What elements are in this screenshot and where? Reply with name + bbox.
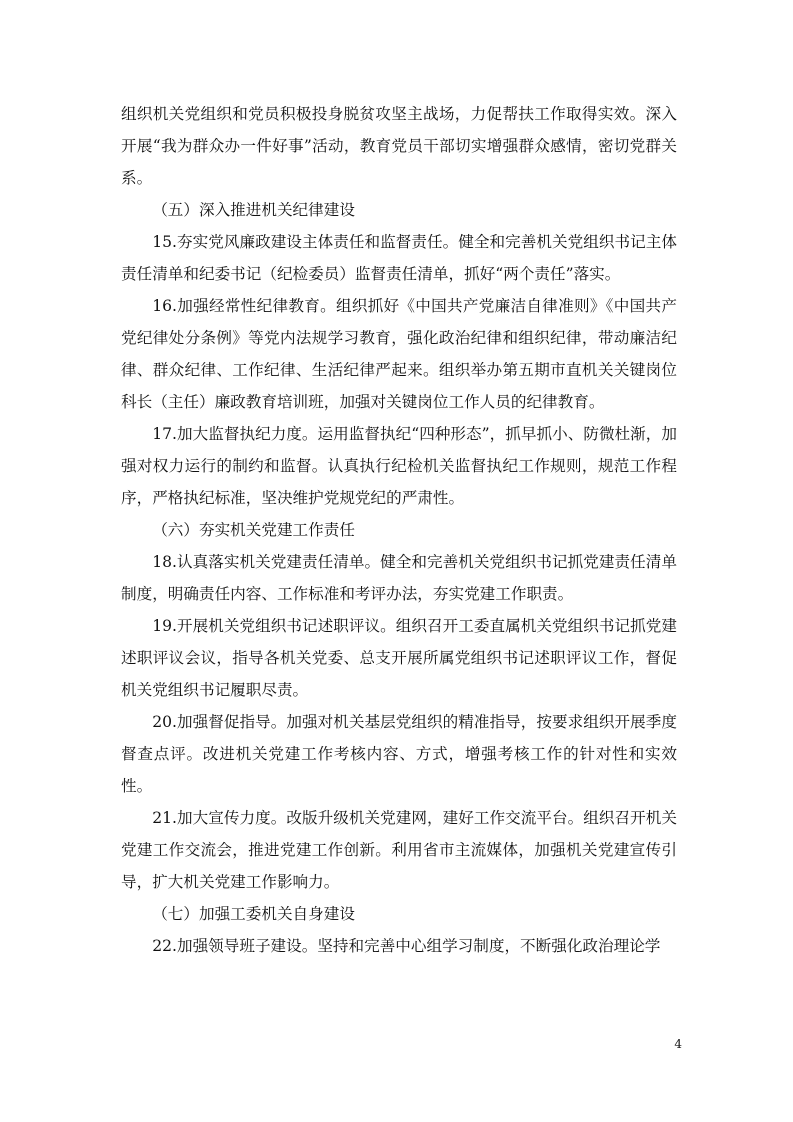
paragraph-item-15: 15.夯实党风廉政建设主体责任和监督责任。健全和完善机关党组织书记主体责任清单和纪委书记（纪检委员）监督责任清单，抓好“两个责任”落实。 — [121, 233, 677, 283]
section-heading-5: （五）深入推进机关纪律建设 — [152, 201, 355, 219]
paragraph-item-17: 17.加大监督执纪力度。运用监督执纪“四种形态”，抓早抓小、防微杜渐，加强对权力运行的制约和监督。认真执行纪检机关监督执纪工作规则，规范工作程序，严格执纪标准，坚决维护党规党纪的严肃性。 — [121, 425, 677, 507]
paragraph-continuation: 组织机关党组织和党员积极投身脱贫攻坚主战场，力促帮扶工作取得实效。深入开展“我为群众办一件好事”活动，教育党员干部切实增强群众感情，密切党群关系。 — [121, 105, 677, 187]
paragraph-item-22: 22.加强领导班子建设。坚持和完善中心组学习制度，不断强化政治理论学 — [152, 937, 661, 955]
section-heading-6: （六）夯实机关党建工作责任 — [152, 521, 355, 539]
paragraph-item-16: 16.加强经常性纪律教育。组织抓好《中国共产党廉洁自律准则》《中国共产党纪律处分条例》等党内法规学习教育，强化政治纪律和组织纪律，带动廉洁纪律、群众纪律、工作纪律、生活纪律严起来。组织举办第五期市直机关关键岗位科长（主任）廉政教育培训班，加强对关键岗位工作人员的纪律教育。 — [121, 297, 677, 411]
paragraph-item-18: 18.认真落实机关党建责任清单。健全和完善机关党组织书记抓党建责任清单制度，明确责任内容、工作标准和考评办法，夯实党建工作职责。 — [121, 553, 677, 603]
paragraph-item-21: 21.加大宣传力度。改版升级机关党建网，建好工作交流平台。组织召开机关党建工作交流会，推进党建工作创新。利用省市主流媒体，加强机关党建宣传引导，扩大机关党建工作影响力。 — [121, 809, 677, 891]
page-number: 4 — [674, 1037, 682, 1051]
body-text — [121, 98, 677, 962]
section-heading-7: （七）加强工委机关自身建设 — [152, 905, 355, 923]
paragraph-item-20: 20.加强督促指导。加强对机关基层党组织的精准指导，按要求组织开展季度督查点评。改进机关党建工作考核内容、方式，增强考核工作的针对性和实效性。 — [121, 713, 677, 795]
paragraph-item-19: 19.开展机关党组织书记述职评议。组织召开工委直属机关党组织书记抓党建述职评议会议，指导各机关党委、总支开展所属党组织书记述职评议工作，督促机关党组织书记履职尽责。 — [121, 617, 677, 699]
